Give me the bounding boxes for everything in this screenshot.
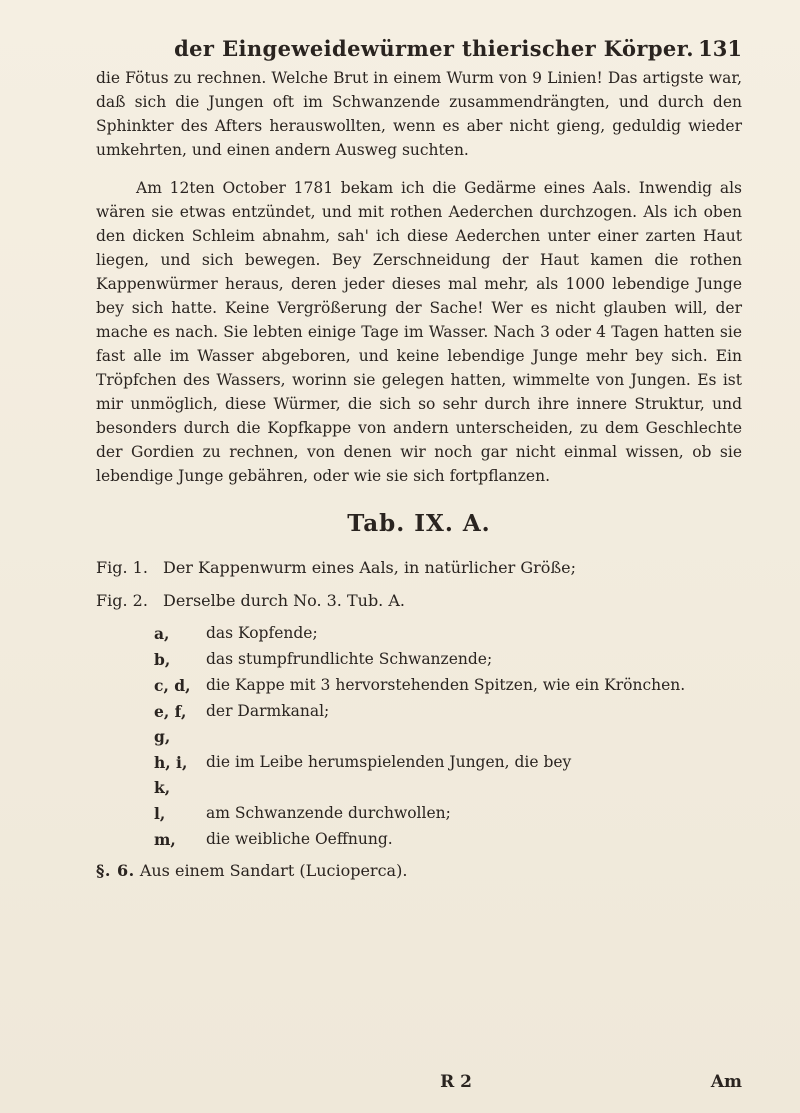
legend-text: die weibliche Oeffnung. bbox=[206, 830, 393, 848]
section-label: §. 6. bbox=[96, 861, 135, 880]
legend-key: l, bbox=[154, 804, 166, 823]
page-number: 131 bbox=[698, 36, 742, 61]
legend-key: b, bbox=[154, 650, 171, 669]
running-head: der Eingeweidewürmer thierischer Körper. bbox=[174, 36, 694, 61]
page-footer bbox=[96, 1072, 742, 1102]
legend-text: am Schwanzende durchwollen; bbox=[206, 804, 451, 822]
legend-key: e, f, g, bbox=[154, 702, 187, 746]
figure-caption-1 bbox=[96, 555, 742, 580]
legend-item bbox=[154, 621, 742, 646]
section-text: Aus einem Sandart (Lucioperca). bbox=[139, 861, 408, 880]
legend-item bbox=[154, 750, 742, 800]
signature-mark: R 2 bbox=[440, 1072, 472, 1092]
figure-label: Fig. 2. bbox=[96, 591, 148, 610]
figure-text: Derselbe durch No. 3. Tub. A. bbox=[163, 591, 405, 610]
figure-legend bbox=[154, 621, 742, 852]
legend-key: c, d, bbox=[154, 676, 191, 695]
legend-item bbox=[154, 827, 742, 852]
figure-text: Der Kappenwurm eines Aals, in natürlicher Größe; bbox=[163, 558, 576, 577]
page-header bbox=[96, 22, 742, 66]
legend-key: m, bbox=[154, 830, 176, 849]
legend-key: h, i, k, bbox=[154, 753, 188, 797]
figure-caption-2 bbox=[96, 588, 742, 613]
legend-text: das stumpfrundlichte Schwanzende; bbox=[206, 650, 493, 668]
plate-title: Tab. IX. A. bbox=[347, 510, 491, 537]
legend-item bbox=[154, 801, 742, 826]
catchword: Am bbox=[710, 1072, 742, 1092]
legend-text: der Darmkanal; bbox=[206, 702, 330, 720]
paragraph-1: die Fötus zu rechnen. Welche Brut in einem Wurm von 9 Linien! Das artigste war, daß sich die Jungen oft im Schwanzende zusammendrängten, und durch den Sphinkter des Afters herauswollten, wenn es aber nicht gieng, geduldig wieder umkehrten, und einen andern Ausweg suchten. bbox=[96, 69, 742, 159]
legend-text: die im Leibe herumspielenden Jungen, die bey bbox=[206, 753, 572, 771]
legend-item bbox=[154, 647, 742, 672]
paragraph-2: Am 12ten October 1781 bekam ich die Gedärme eines Aals. Inwendig als wären sie etwas entzündet, und mit rothen Aederchen durchzogen. Als ich oben den dicken Schleim abnahm, sah' ich diese Aederchen unter einer zarten Haut liegen, und sich bewegen. Bey Zerschneidung der Haut kamen die rothen Kappenwürmer heraus, deren jeder dieses mal mehr, als 1000 lebendige Junge bey sich hatte. Keine Vergrößerung der Sache! Wer es nicht glauben will, der mache es nach. Sie lebten einige Tage im Wasser. Nach 3 oder 4 Tagen hatten sie fast alle im Wasser abgeboren, und keine lebendige Junge mehr bey sich. Ein Tröpfchen des Wassers, worinn sie gelegen hatten, wimmelte von Jungen. Es ist mir unmöglich, diese Würmer, die sich so sehr durch ihre innere Struktur, und besonders durch die Kopfkappe von andern unterscheiden, zu dem Geschlechte der Gordien zu rechnen, von denen wir noch gar nicht einmal wissen, ob sie lebendige Junge gebähren, oder wie sie sich fortpflanzen. bbox=[96, 179, 742, 485]
legend-text: das Kopfende; bbox=[206, 624, 318, 642]
legend-text: die Kappe mit 3 hervorstehenden Spitzen, wie ein Krönchen. bbox=[206, 676, 686, 694]
legend-item bbox=[154, 673, 742, 698]
legend-key: a, bbox=[154, 624, 170, 643]
figure-label: Fig. 1. bbox=[96, 558, 148, 577]
section-heading bbox=[96, 858, 742, 883]
legend-item bbox=[154, 699, 742, 749]
